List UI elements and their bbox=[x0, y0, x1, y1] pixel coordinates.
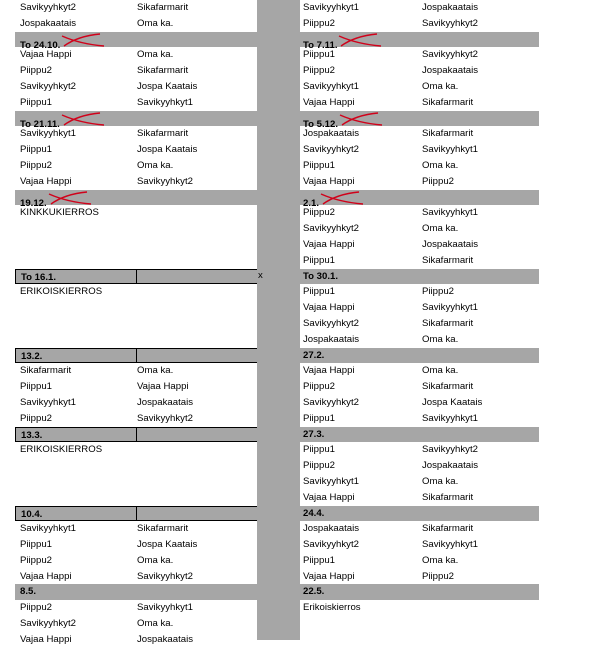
team-away: Oma ka. bbox=[422, 80, 459, 92]
match-row bbox=[300, 284, 539, 300]
match-row bbox=[300, 379, 539, 395]
match-row bbox=[15, 395, 257, 411]
match-row bbox=[15, 553, 257, 569]
match-row bbox=[300, 221, 539, 237]
team-home: Piippu1 bbox=[303, 412, 336, 424]
team-away: Sikafarmarit bbox=[137, 128, 189, 140]
team-away: Sikafarmarit bbox=[422, 96, 474, 108]
team-home: Piippu2 bbox=[303, 381, 336, 393]
match-row bbox=[300, 474, 539, 490]
team-away: Jospakaatais bbox=[137, 396, 193, 408]
match-row bbox=[300, 174, 539, 190]
team-home: Savikyyhkyt2 bbox=[303, 223, 359, 235]
match-row bbox=[15, 63, 257, 79]
round-date-label: 8.5. bbox=[20, 586, 37, 598]
team-away: Jospa Kaatais bbox=[137, 80, 198, 92]
team-home: Piippu2 bbox=[303, 17, 336, 29]
round-note-text: ERIKOISKIERROS bbox=[20, 444, 103, 456]
team-away: Jospakaatais bbox=[137, 633, 193, 645]
round-note bbox=[15, 205, 257, 221]
team-home: Savikyyhkyt2 bbox=[303, 317, 359, 329]
round-note bbox=[300, 600, 539, 616]
left-schedule-column bbox=[15, 0, 257, 648]
match-row bbox=[15, 0, 257, 16]
team-away: Oma ka. bbox=[137, 365, 174, 377]
match-row bbox=[300, 205, 539, 221]
round-date-label: 24.4. bbox=[303, 507, 325, 519]
team-away: Oma ka. bbox=[422, 475, 459, 487]
round-date-label: 27.3. bbox=[303, 428, 325, 440]
team-away: Sikafarmarit bbox=[422, 381, 474, 393]
team-away: Oma ka. bbox=[422, 333, 459, 345]
round-date-header bbox=[300, 32, 539, 51]
round-date-header bbox=[15, 348, 257, 364]
round-date-header bbox=[300, 506, 539, 522]
team-home: Vajaa Happi bbox=[20, 175, 72, 187]
round-date-header bbox=[300, 348, 539, 364]
match-row bbox=[300, 411, 539, 427]
team-away: Oma ka. bbox=[137, 49, 174, 61]
match-row bbox=[300, 95, 539, 111]
round-date-label: 19.12. bbox=[20, 197, 47, 209]
team-home: Piippu1 bbox=[20, 96, 53, 108]
team-home: Jospakaatais bbox=[303, 128, 359, 140]
team-away: Vajaa Happi bbox=[137, 381, 189, 393]
match-row bbox=[15, 411, 257, 427]
team-home: Piippu1 bbox=[303, 254, 336, 266]
team-away: Savikyyhkyt1 bbox=[137, 602, 193, 614]
round-note-text: ERIKOISKIERROS bbox=[20, 286, 103, 298]
round-date-header bbox=[300, 190, 539, 209]
strikethrough-mark bbox=[338, 111, 398, 127]
spacer bbox=[15, 300, 257, 347]
team-away: Savikyyhkyt2 bbox=[137, 412, 193, 424]
team-home: Jospakaatais bbox=[20, 17, 76, 29]
team-away: Jospa Kaatais bbox=[422, 396, 483, 408]
team-home: Jospakaatais bbox=[303, 523, 359, 535]
team-home: Piippu1 bbox=[303, 286, 336, 298]
header-cell-divider bbox=[136, 507, 258, 521]
team-home: Piippu2 bbox=[20, 412, 53, 424]
match-row bbox=[300, 79, 539, 95]
team-home: Savikyyhkyt1 bbox=[303, 80, 359, 92]
match-row bbox=[300, 537, 539, 553]
team-away: Jospa Kaatais bbox=[137, 144, 198, 156]
match-row bbox=[300, 395, 539, 411]
team-home: Vajaa Happi bbox=[303, 302, 355, 314]
match-row bbox=[15, 379, 257, 395]
match-row bbox=[300, 253, 539, 269]
round-date-header bbox=[15, 32, 257, 51]
team-away: Piippu2 bbox=[422, 570, 455, 582]
team-away: Oma ka. bbox=[422, 365, 459, 377]
team-home: Vajaa Happi bbox=[303, 96, 355, 108]
team-away: Oma ka. bbox=[422, 554, 459, 566]
team-away: Piippu2 bbox=[422, 286, 455, 298]
column-gutter bbox=[257, 0, 300, 640]
team-home: Piippu1 bbox=[303, 444, 336, 456]
team-away: Oma ka. bbox=[137, 554, 174, 566]
match-row bbox=[300, 300, 539, 316]
round-date-label: 27.2. bbox=[303, 349, 325, 361]
team-away: Savikyyhkyt1 bbox=[422, 144, 478, 156]
strikethrough-mark bbox=[337, 32, 397, 48]
team-away: Jospakaatais bbox=[422, 460, 478, 472]
team-away: Sikafarmarit bbox=[137, 2, 189, 13]
round-date-label: To 30.1. bbox=[303, 270, 339, 282]
match-row bbox=[15, 521, 257, 537]
team-away: Savikyyhkyt2 bbox=[422, 17, 478, 29]
match-row bbox=[300, 16, 539, 32]
team-away: Jospakaatais bbox=[422, 2, 478, 13]
match-row bbox=[300, 332, 539, 348]
team-home: Piippu1 bbox=[303, 554, 336, 566]
match-row bbox=[300, 363, 539, 379]
team-home: Savikyyhkyt2 bbox=[303, 539, 359, 551]
match-row bbox=[15, 142, 257, 158]
team-away: Sikafarmarit bbox=[422, 491, 474, 503]
team-home: Savikyyhkyt2 bbox=[303, 144, 359, 156]
round-date-header bbox=[300, 427, 539, 443]
strikethrough-mark bbox=[60, 32, 120, 48]
team-home: Piippu2 bbox=[303, 65, 336, 77]
match-row bbox=[300, 569, 539, 585]
match-row bbox=[15, 569, 257, 585]
round-date-label: 2.1. bbox=[303, 197, 320, 209]
team-home: Vajaa Happi bbox=[303, 491, 355, 503]
team-away: Savikyyhkyt1 bbox=[422, 412, 478, 424]
team-home: Piippu2 bbox=[20, 554, 53, 566]
match-row bbox=[300, 458, 539, 474]
round-date-label: 13.3. bbox=[21, 429, 43, 441]
team-home: Piippu1 bbox=[303, 159, 336, 171]
round-date-label: To 5.12. bbox=[303, 118, 339, 130]
team-away: Savikyyhkyt1 bbox=[422, 207, 478, 219]
strikethrough-mark bbox=[47, 190, 107, 206]
match-row bbox=[300, 553, 539, 569]
header-cell-divider bbox=[136, 270, 258, 284]
team-home: Vajaa Happi bbox=[303, 175, 355, 187]
team-away: Savikyyhkyt2 bbox=[422, 49, 478, 61]
team-away: Sikafarmarit bbox=[137, 65, 189, 77]
match-row bbox=[15, 363, 257, 379]
team-away: Sikafarmarit bbox=[422, 317, 474, 329]
match-row bbox=[300, 0, 539, 16]
team-home: Piippu1 bbox=[20, 539, 53, 551]
team-away: Oma ka. bbox=[422, 159, 459, 171]
team-home: Jospakaatais bbox=[303, 333, 359, 345]
team-home: Savikyyhkyt1 bbox=[303, 2, 359, 13]
round-date-header bbox=[300, 584, 539, 600]
team-home: Piippu2 bbox=[20, 602, 53, 614]
team-home: Piippu2 bbox=[303, 207, 336, 219]
team-away: Sikafarmarit bbox=[422, 254, 474, 266]
team-away: Oma ka. bbox=[422, 223, 459, 235]
right-schedule-column bbox=[300, 0, 539, 616]
team-home: Savikyyhkyt2 bbox=[20, 618, 76, 630]
team-home: Piippu1 bbox=[303, 49, 336, 61]
match-row bbox=[15, 126, 257, 142]
round-date-header bbox=[300, 111, 539, 130]
match-row bbox=[15, 174, 257, 190]
header-cell-divider bbox=[136, 349, 258, 363]
team-home: Savikyyhkyt1 bbox=[20, 128, 76, 140]
strikethrough-mark bbox=[319, 190, 379, 206]
team-away: Jospakaatais bbox=[422, 238, 478, 250]
round-date-header bbox=[300, 269, 539, 285]
match-row bbox=[300, 63, 539, 79]
match-row bbox=[15, 158, 257, 174]
team-home: Vajaa Happi bbox=[20, 633, 72, 645]
team-away: Oma ka. bbox=[137, 159, 174, 171]
team-away: Savikyyhkyt1 bbox=[422, 302, 478, 314]
match-row bbox=[300, 442, 539, 458]
team-away: Piippu2 bbox=[422, 175, 455, 187]
match-row bbox=[300, 126, 539, 142]
team-home: Savikyyhkyt2 bbox=[20, 80, 76, 92]
round-date-label: To 16.1. bbox=[21, 271, 57, 283]
round-note bbox=[15, 442, 257, 458]
match-row bbox=[15, 47, 257, 63]
round-date-header bbox=[15, 269, 257, 285]
team-away: Oma ka. bbox=[137, 618, 174, 630]
round-date-header bbox=[15, 584, 257, 600]
header-cell-divider bbox=[136, 428, 258, 442]
spacer bbox=[15, 221, 257, 268]
round-date-label: To 24.10. bbox=[20, 39, 61, 51]
team-home: Piippu1 bbox=[20, 144, 53, 156]
match-row bbox=[15, 16, 257, 32]
round-date-label: 10.4. bbox=[21, 508, 43, 520]
match-row bbox=[300, 47, 539, 63]
team-away: Sikafarmarit bbox=[137, 523, 189, 535]
match-row bbox=[300, 316, 539, 332]
round-date-label: 22.5. bbox=[303, 586, 325, 598]
team-away: Savikyyhkyt1 bbox=[137, 96, 193, 108]
match-row bbox=[300, 490, 539, 506]
team-away: Savikyyhkyt1 bbox=[422, 539, 478, 551]
team-home: Savikyyhkyt2 bbox=[303, 396, 359, 408]
round-note-text: Erikoiskierros bbox=[303, 602, 361, 614]
team-home: Piippu1 bbox=[20, 381, 53, 393]
round-date-label: 13.2. bbox=[21, 350, 43, 362]
team-away: Savikyyhkyt2 bbox=[137, 570, 193, 582]
match-row bbox=[300, 521, 539, 537]
match-row bbox=[15, 537, 257, 553]
round-date-header bbox=[15, 190, 257, 209]
match-row bbox=[300, 158, 539, 174]
match-row bbox=[15, 79, 257, 95]
team-away: Oma ka. bbox=[137, 17, 174, 29]
match-row bbox=[15, 600, 257, 616]
team-away: Sikafarmarit bbox=[422, 128, 474, 140]
match-row bbox=[15, 616, 257, 632]
team-home: Piippu2 bbox=[20, 65, 53, 77]
x-mark: x bbox=[258, 270, 263, 281]
team-home: Piippu2 bbox=[303, 460, 336, 472]
round-date-label: To 7.11. bbox=[303, 39, 338, 51]
team-home: Savikyyhkyt1 bbox=[303, 475, 359, 487]
team-away: Jospakaatais bbox=[422, 65, 478, 77]
match-row bbox=[300, 142, 539, 158]
team-home: Vajaa Happi bbox=[303, 365, 355, 377]
team-home: Sikafarmarit bbox=[20, 365, 72, 377]
team-home: Vajaa Happi bbox=[303, 238, 355, 250]
strikethrough-mark bbox=[60, 111, 120, 127]
spacer bbox=[15, 458, 257, 505]
team-away: Jospa Kaatais bbox=[137, 539, 198, 551]
round-note bbox=[15, 284, 257, 300]
round-date-header bbox=[15, 506, 257, 522]
team-home: Savikyyhkyt1 bbox=[20, 523, 76, 535]
round-date-label: To 21.11. bbox=[20, 118, 60, 130]
team-home: Vajaa Happi bbox=[20, 49, 72, 61]
team-away: Savikyyhkyt2 bbox=[137, 175, 193, 187]
round-note-text: KINKKUKIERROS bbox=[20, 207, 99, 219]
team-home: Vajaa Happi bbox=[303, 570, 355, 582]
team-away: Sikafarmarit bbox=[422, 523, 474, 535]
round-date-header bbox=[15, 427, 257, 443]
match-row bbox=[15, 95, 257, 111]
team-home: Savikyyhkyt2 bbox=[20, 2, 76, 13]
round-date-header bbox=[15, 111, 257, 130]
team-home: Piippu2 bbox=[20, 159, 53, 171]
match-row bbox=[300, 237, 539, 253]
team-away: Savikyyhkyt2 bbox=[422, 444, 478, 456]
team-home: Savikyyhkyt1 bbox=[20, 396, 76, 408]
team-home: Vajaa Happi bbox=[20, 570, 72, 582]
